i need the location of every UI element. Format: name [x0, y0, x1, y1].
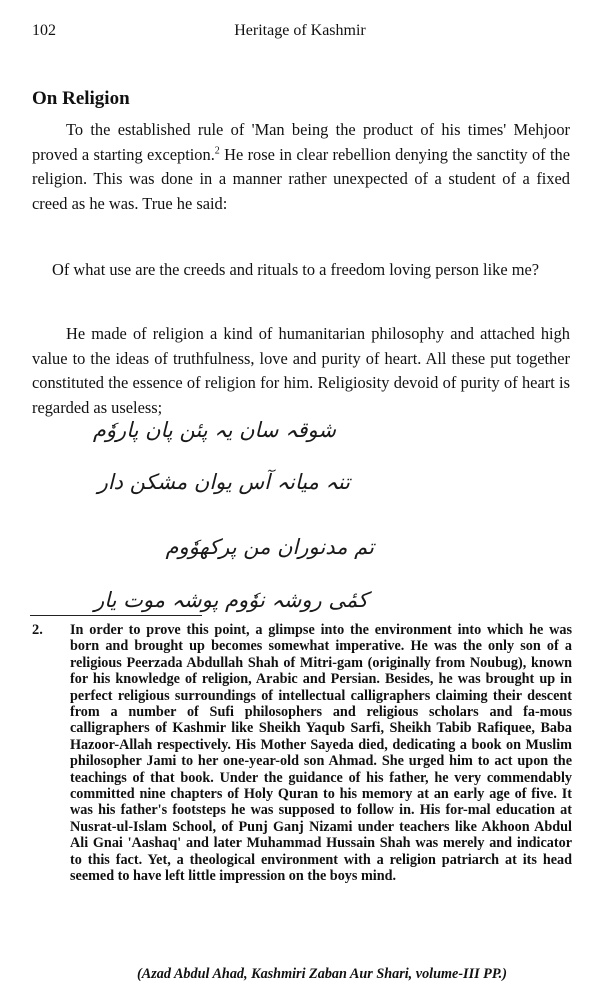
footnote-text: In order to prove this point, a glimpse into the environment into which he was born and brought up becomes somewhat imperative. He was the only son of a religious Peerzada Abdullah Shah of Mitri-gam (originally from Noubug), known for his knowledge of religion, Arabic and Persian. Besides, he was brought up in perfect religious surroundings of intellectual calligraphers claiming their descent from a number of Sufi philosophers and religious scholars and fa-mous calligraphers of Kashmir like Sheikh Yaqub Sarfi, Sheikh Tabib Rafiquee, Baba Hazoor-Allah respectively. His Mother Sayeda died, dedicating a book on Muslim philosopher Jami to her one-year-old son Ahmad. She urged him to act upon the teachings of that book. Under the guidance of his father, he very commendably committed nine chapters of Holy Quran to his memory at an early age of five. It was his father's footsteps he was supposed to follow in. His for-mal education at Nusrat-ul-Islam School, of Punj Ganj Nizami under teachers like Akhoon Abdul Ali Gnai 'Aashaq' and later Muhammad Hussain Shah was merely and indicator to this fact. Yet, a theological environment with a religion patriarch at its head seemed to have left little impression on the boys mind. [70, 622, 572, 885]
footnote-divider [30, 615, 202, 616]
running-title: Heritage of Kashmir [234, 22, 366, 39]
footnote-number: 2. [32, 622, 43, 638]
urdu-verse-line-2: تنہ میانہ آس یوان مشکن دار [97, 470, 350, 494]
page-header [30, 22, 570, 42]
page-number: 102 [32, 22, 56, 39]
urdu-verse-line-4: کمٔی روشہ نوٗوم پوشہ موت یار [94, 588, 368, 612]
paragraph-intro-continuation: He rose in clear rebellion denying the sanctity of the religion. This was done in a manner rather unexpected of a student of a fixed creed as he was. True he said: [32, 144, 570, 213]
footnote-citation: (Azad Abdul Ahad, Kashmiri Zaban Aur Shari, volume-III PP.) [137, 966, 507, 982]
verse-quotation: Of what use are the creeds and rituals to a freedom loving person like me? [52, 260, 539, 279]
urdu-verse-line-3: تم مدنوران من پرکھوٗوم [165, 535, 374, 559]
urdu-verse-line-1: شوقہ سان یہ پئن پان پاروٗم [92, 418, 336, 442]
section-heading: On Religion [32, 88, 130, 109]
paragraph-intro [32, 118, 570, 216]
paragraph-religion: He made of religion a kind of humanitarian philosophy and attached high value to the ideas of truthfulness, love and purity of heart. All these put together constituted the essence of religion for him. Religiosity devoid of purity of heart is regarded as useless; [32, 324, 570, 417]
paragraph-intro-text: To the established rule of 'Man being the product of his times' Mehjoor proved a starting exception. [32, 120, 570, 164]
footnote-reference-mark: 2 [214, 145, 220, 157]
